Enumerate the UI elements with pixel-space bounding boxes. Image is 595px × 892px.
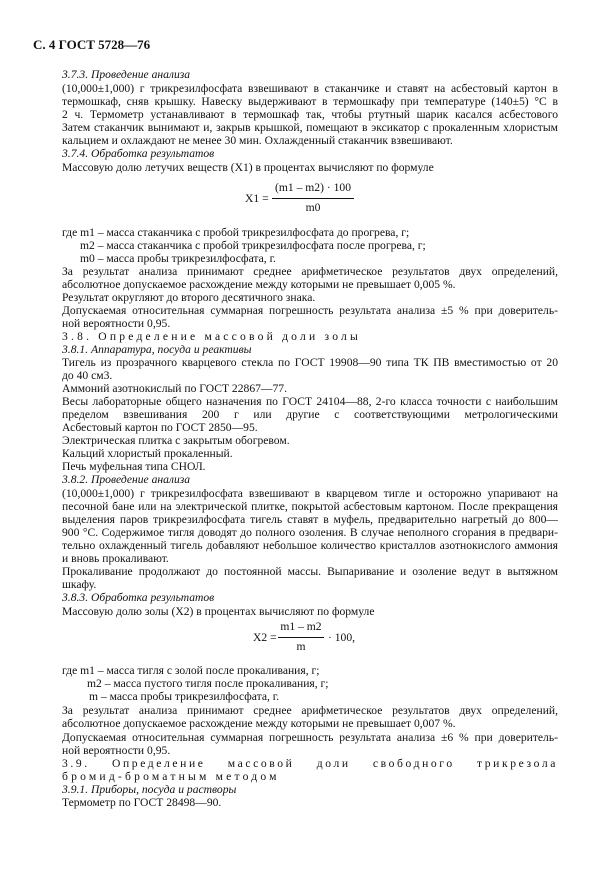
text-line: кальцием и охлаждают не менее 30 мин. Охлажденный стаканчик взвешивают. — [62, 134, 453, 147]
text-line: 900 °С. Содержимое тигля доводят до полного озоления. В случае неполного сгорания в предвари- — [62, 526, 558, 539]
formula2-denominator: m — [296, 640, 306, 653]
section-3-8-heading: 3.8. Определение массовой доли золы — [62, 330, 362, 343]
text-line: Прокаливание продолжают до постоянной массы. Выпаривание и озоление ведут в вытяжном — [62, 565, 558, 578]
text-line: Массовую долю золы (X2) в процентах вычисляют по формуле — [62, 605, 375, 618]
text-line: Тигель из прозрачного кварцевого стекла по ГОСТ 19908—90 типа ТК ПВ вместимостью от 20 — [62, 356, 558, 369]
section-3-7-4-heading: 3.7.4. Обработка результатов — [62, 147, 215, 160]
text-line: и вновь прокаливают. — [62, 552, 169, 565]
text-line: Асбестовый картон по ГОСТ 2850—95. — [62, 421, 258, 434]
text-line: Электрическая плитка с закрытым обогревом. — [62, 434, 290, 447]
text-line: ной вероятности 0,95. — [62, 317, 171, 330]
text-line: абсолютное допускаемое расхождение между которыми не превышает 0,005 %. — [62, 278, 456, 291]
section-3-8-2-heading: 3.8.2. Проведение анализа — [62, 473, 191, 486]
formula2-tail: · 100, — [328, 631, 356, 644]
text-line: За результат анализа принимают среднее арифметическое результатов двух определений, — [62, 265, 558, 278]
text-line: Аммоний азотнокислый по ГОСТ 22867—77. — [62, 382, 287, 395]
section-3-7-3-heading: 3.7.3. Проведение анализа — [62, 68, 191, 81]
formula1-fraction-bar — [272, 198, 354, 199]
text-line: Кальций хлористый прокаленный. — [62, 447, 233, 460]
text-line: За результат анализа принимают среднее арифметическое результатов двух определений, — [62, 704, 558, 717]
formula1-numerator: (m1 – m2) · 100 — [275, 181, 351, 194]
formula1-lhs: X1 = — [245, 192, 269, 205]
formula1-denominator: m0 — [305, 201, 321, 214]
formula2-numerator: m1 – m2 — [280, 620, 322, 633]
text-line: абсолютное допускаемое расхождение между которыми не превышает 0,007 %. — [62, 717, 456, 730]
legend-line: m0 – масса пробы трикрезилфосфата, г. — [80, 252, 276, 265]
text-line: выделения паров трикрезилфосфата тигель ставят в муфель, предварительно нагретый до 800— — [62, 513, 558, 526]
text-line: шкафу. — [62, 578, 97, 591]
text-line: ной вероятности 0,95. — [62, 744, 171, 757]
legend-line: m2 – масса пустого тигля после прокаливания, г; — [87, 677, 329, 690]
text-line: до 40 см3. — [62, 369, 113, 382]
text-line: песочной бане или на электрической плитке, покрытой асбестовым картоном. После прекращения — [62, 500, 558, 513]
text-line: Допускаемая относительная суммарная погрешность результата анализа ±6 % при доверитель- — [62, 731, 558, 744]
formula2-lhs: X2 = — [253, 631, 277, 644]
legend-line: m2 – масса стаканчика с пробой трикрезилфосфата после прогрева, г; — [80, 239, 426, 252]
legend-line: m – масса пробы трикрезилфосфата, г. — [89, 690, 280, 703]
text-line: Допускаемая относительная суммарная погрешность результата анализа ±5 % при доверитель- — [62, 304, 558, 317]
text-line: термошкаф, сняв крышку. Навеску выдерживают в термошкафу при температуре (140±5) °С в — [62, 95, 558, 108]
text-line: (10,000±1,000) г трикрезилфосфата взвешивают в стаканчике и ставят на асбестовый картон в — [62, 82, 558, 95]
text-line: Результат округляют до второго десятичного знака. — [62, 291, 316, 304]
section-3-9-heading: 3.9. Определение массовой доли свободного трикрезола — [62, 757, 558, 770]
section-3-8-3-heading: 3.8.3. Обработка результатов — [62, 591, 215, 604]
section-3-9-heading-cont: бромид-броматным методом — [62, 770, 280, 783]
text-line: тельно охлажденный тигель добавляют небольшое количество кристаллов азотнокислого аммония — [62, 539, 558, 552]
page-header: С. 4 ГОСТ 5728—76 — [33, 37, 151, 52]
text-line: пределом взвешивания 200 г или другие с соответствующими метрологическими — [62, 408, 558, 421]
text-line: Печь муфельная типа СНОЛ. — [62, 460, 206, 473]
text-line: 2 ч. Термометр устанавливают в термошкаф так, чтобы ртутный шарик касался асбестового — [62, 108, 558, 121]
legend-line: где m1 – масса стаканчика с пробой трикрезилфосфата до прогрева, г; — [62, 226, 410, 239]
legend-line: где m1 – масса тигля с золой после прокаливания, г; — [62, 664, 320, 677]
formula2-fraction-bar — [278, 637, 324, 638]
section-3-8-1-heading: 3.8.1. Аппаратура, посуда и реактивы — [62, 343, 252, 356]
section-3-9-1-heading: 3.9.1. Приборы, посуда и растворы — [62, 783, 237, 796]
text-line: Затем стаканчик вынимают и, закрыв крышкой, помещают в эксикатор с прокаленным хлористым — [62, 121, 558, 134]
text-line: (10,000±1,000) г трикрезилфосфата взвешивают в кварцевом тигле и осторожно упаривают на — [62, 487, 558, 500]
text-line: Массовую долю летучих веществ (X1) в процентах вычисляют по формуле — [62, 161, 434, 174]
text-line: Весы лабораторные общего назначения по ГОСТ 24104—88, 2-го класса точности с наибольшим — [62, 395, 558, 408]
text-line: Термометр по ГОСТ 28498—90. — [62, 796, 222, 809]
